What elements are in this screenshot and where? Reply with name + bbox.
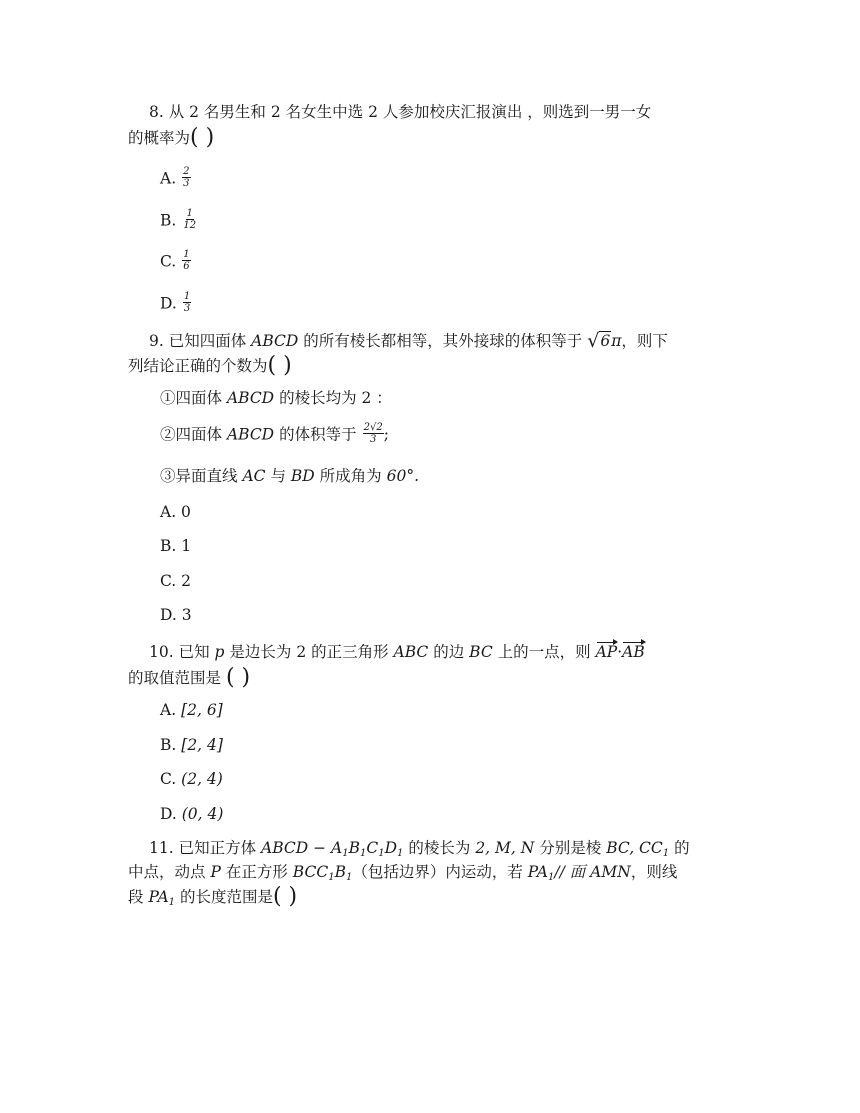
q9-option-c: C. 2 [160,572,192,590]
vector-ab: AB [622,643,645,661]
q10-option-d: D. (0, 4) [160,805,224,823]
answer-parens: ( ) [225,665,251,690]
fraction: $\frac{2√2}{3}$ [363,422,383,445]
fraction: $\frac{1}{6}$ [183,249,190,272]
q10-option-b: B. [2, 4] [160,736,223,754]
q10-stem-line2: 的取值范围是 ( ) [128,665,251,690]
q9-statement-3: ③异面直线 AC 与 BD 所成角为 60°. [160,467,420,485]
vector-ap: AP [595,643,618,661]
q11-stem-line2: 中点，动点 P 在正方形 $BCC_1B_1$（包括边界）内运动，若 $PA_1//$ 面 AMN，则线 [128,863,678,883]
q9-option-a: A. 0 [160,503,191,521]
answer-parens: ( ) [267,353,292,378]
q9-option-d: D. 3 [160,606,192,624]
q9-stem-line2: 列结论正确的个数为( ) [128,353,292,378]
answer-parens: ( ) [190,125,215,150]
q10-option-a: A. [2, 6] [160,701,223,719]
answer-parens: ( ) [272,884,298,909]
q10-option-c: C. (2, 4) [160,770,223,788]
q8-option-c: C. $\frac{1}{6}$ [160,249,190,272]
q9-statement-2: ②四面体 ABCD 的体积等于 $\frac{2√2}{3}$ ; [160,422,389,445]
q9-option-b: B. 1 [160,537,192,555]
q8-option-b: B. $\frac{1}{12}$ [160,208,197,231]
fraction: $\frac{1}{3}$ [183,291,191,314]
q11-stem-line3: 段 $PA_1$ 的长度范围是( ) [128,884,298,909]
q8-option-a: A. $\frac{2}{3}$ [160,166,190,189]
q9-statement-1: ①四面体 ABCD 的棱长均为 2 ： [160,389,392,407]
q10-stem-line1: 10. 已知 p 是边长为 2 的正三角形 ABC 的边 BC 上的一点，则 AP·AB [149,643,645,661]
fraction: $\frac{2}{3}$ [183,166,190,189]
q9-stem-line1: 9. 已知四面体 ABCD 的所有棱长都相等，其外接球的体积等于 √6π，则下 [149,330,668,352]
fraction: $\frac{1}{12}$ [183,208,197,231]
q8-stem-line2: 的概率为( ) [128,125,215,150]
q11-stem-line1: 11. 已知正方体 ABCD − $A_1B_1C_1D_1$ 的棱长为 2, M, N 分别是棱 BC, $CC_1$ 的 [149,839,690,859]
q8-stem-line1: 8. 从 2 名男生和 2 名女生中选 2 人参加校庆汇报演出 ，则选到一男一女 [149,103,652,121]
sqrt-expression: √6 [587,330,611,352]
q8-option-d: D. $\frac{1}{3}$ [160,291,191,314]
